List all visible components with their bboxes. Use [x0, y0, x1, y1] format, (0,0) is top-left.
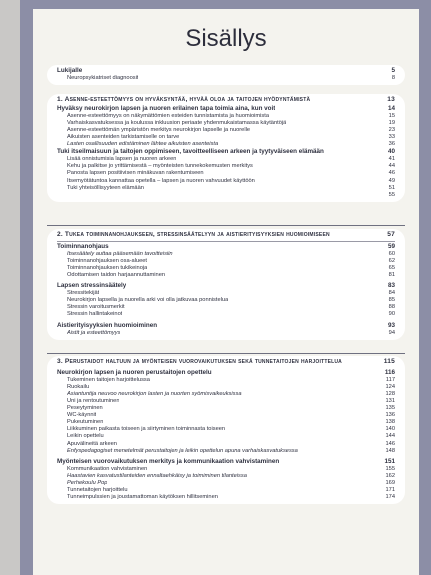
toc-entry[interactable]: Toiminnanohjauksen osa-alueet 62 — [67, 257, 395, 264]
toc-entry[interactable]: Neuropsykiatriset diagnoosit 8 — [67, 75, 395, 82]
toc-entry[interactable]: Toiminnanohjauksen tukikeinoja 65 — [67, 264, 395, 271]
toc-entry[interactable]: Pukeutuminen 138 — [67, 419, 395, 426]
toc-entry[interactable]: Perhekoulu Pop 169 — [67, 480, 395, 486]
section-1-block — [47, 94, 405, 202]
section-heading[interactable]: 2. Tukea toiminnanohjaukseen, stressinsäätelyyn ja aistierityisyyksien huomioimiseen 57 — [57, 231, 395, 238]
toc-entry[interactable]: Leikin opettelu 144 — [67, 433, 395, 440]
section-2-block — [47, 229, 405, 340]
toc-chapter[interactable]: Lapsen stressinsäätely 83 — [57, 282, 395, 290]
section-heading[interactable]: 3. Perustaidot haltuun ja myönteisen vuorovaikutuksen sekä tunnetaitojen harjoittelua 115 — [57, 358, 395, 365]
toc-entry[interactable]: Liikkuminen paikasta toiseen ja siirtyminen toiminnasta toiseen 140 — [67, 426, 395, 433]
toc-entry[interactable]: Aikuisten asenteiden tarkistamiselle on tarve 33 — [67, 133, 395, 140]
toc-entry[interactable]: 55 — [388, 191, 395, 198]
toc-entry[interactable]: Tunneimpulssien ja joustamattoman käytöksen hillitseminen 174 — [67, 494, 395, 501]
toc-entry[interactable]: WC-käynnit 136 — [67, 412, 395, 419]
toc-entry[interactable]: Tukeminen taitojen harjoittelussa 117 — [67, 376, 395, 383]
toc-entry[interactable]: Itsemyötätuntoa kannattaa opetella – lapsen ja nuoren vahvuudet käyttöön 49 — [67, 177, 395, 184]
section-3-block — [47, 356, 405, 504]
toc-chapter[interactable]: Tuki itseilmaisuun ja taitojen oppimiseen, tavoitteelliseen arkeen ja tyytyväiseen elämään 40 — [57, 148, 395, 156]
toc-chapter[interactable]: Neurokirjon lapsen ja nuoren perustaitojen opettelu 116 — [57, 368, 395, 376]
section-divider — [47, 353, 405, 354]
toc-entry[interactable]: Aistit ja esteettömyys 94 — [67, 329, 395, 336]
toc-chapter[interactable]: Toiminnanohjaus 59 — [57, 242, 395, 250]
intro-block — [47, 65, 405, 85]
toc-chapter[interactable]: Myönteisen vuorovaikutuksen merkitys ja kommunikaation vahvistaminen 151 — [57, 457, 395, 465]
toc-entry[interactable]: Peseytyminen 135 — [67, 405, 395, 412]
toc-entry[interactable]: Haastavien kasvatustilanteiden ennaltaehkäisy ja toimiminen tilanteissa 162 — [67, 472, 395, 479]
toc-entry[interactable]: Panosta lapsen positiivisen minäkuvan rakentumiseen 46 — [67, 170, 395, 177]
toc-entry[interactable]: Stressin varoitusmerkit 88 — [67, 304, 395, 311]
divider — [57, 241, 395, 242]
toc-chapter[interactable]: Aistierityisyyksien huomioiminen 93 — [57, 321, 395, 329]
page-title: Sisällys — [185, 25, 267, 52]
toc-entry[interactable]: Odottamisen taidon harjaannuttaminen 81 — [67, 271, 395, 278]
toc-entry[interactable]: Uni ja rentoutuminen 131 — [67, 397, 395, 404]
toc-entry[interactable]: Ruokailu 124 — [67, 383, 395, 390]
toc-entry[interactable]: Kehu ja palkitse jo yrittämisestä – myönteisten tunnekokemusten merkitys 44 — [67, 163, 395, 170]
toc-entry[interactable]: Asenne-esteettömän ympäristön merkitys neurokirjon lapselle ja nuorelle 23 — [67, 126, 395, 133]
toc-entry[interactable]: Lisää onnistumisia lapsen ja nuoren arkeen 41 — [67, 156, 395, 163]
toc-entry[interactable]: Stressin hallintakeinot 90 — [67, 311, 395, 318]
section-divider — [47, 225, 405, 226]
toc-entry[interactable]: Tunnetaitojen harjoittelu 171 — [67, 487, 395, 494]
section-heading[interactable]: 1. Asenne-esteettömyys on hyväksyntää, hyvää oloa ja taitojen hyödyntämistä 13 — [57, 96, 395, 103]
toc-entry[interactable]: Tuki yhteisöllisyyteen elämään 51 — [67, 184, 395, 191]
toc-entry[interactable]: Lasten osallisuuden edistäminen lähtee aikuisten asenteista 36 — [67, 141, 395, 148]
toc-entry[interactable]: Itsesäätely auttaa pääsemään tavoitteisiin 60 — [67, 250, 395, 257]
toc-entry[interactable]: Asiantuntija neuvoo neurokirjon lasten ja nuorten syömisvaikeuksissa 128 — [67, 390, 395, 397]
toc-entry[interactable]: Lukijalle 5 — [57, 67, 395, 74]
toc-entry[interactable]: Asenne-esteettömyys on näkymättömien esteiden tunnistamista ja huomioimista 15 — [67, 112, 395, 119]
toc-page — [33, 9, 419, 575]
toc-entry[interactable]: Enfyspedagogiset menetelmät perustaitojen ja leikin opettelun apuna varhaiskasvatuksessa 148 — [67, 447, 395, 454]
toc-entry[interactable]: Apuvälineitä arkeen 146 — [67, 440, 395, 447]
toc-entry[interactable]: Neurokirjon lapsella ja nuorella arki voi olla jatkuvaa ponnistelua 85 — [67, 297, 395, 304]
toc-entry[interactable]: Stressitekijät 84 — [67, 290, 395, 297]
toc-entry[interactable]: Varhaiskasvatuksessa ja koulussa inkluusion periaate yhdenmukaistamassa käytäntöjä 19 — [67, 119, 395, 126]
toc-entry[interactable]: Kommunikaation vahvistaminen 155 — [67, 465, 395, 472]
toc-chapter[interactable]: Hyväksy neurokirjon lapsen ja nuoren erilainen tapa toimia aina, kun voit 14 — [57, 104, 395, 112]
